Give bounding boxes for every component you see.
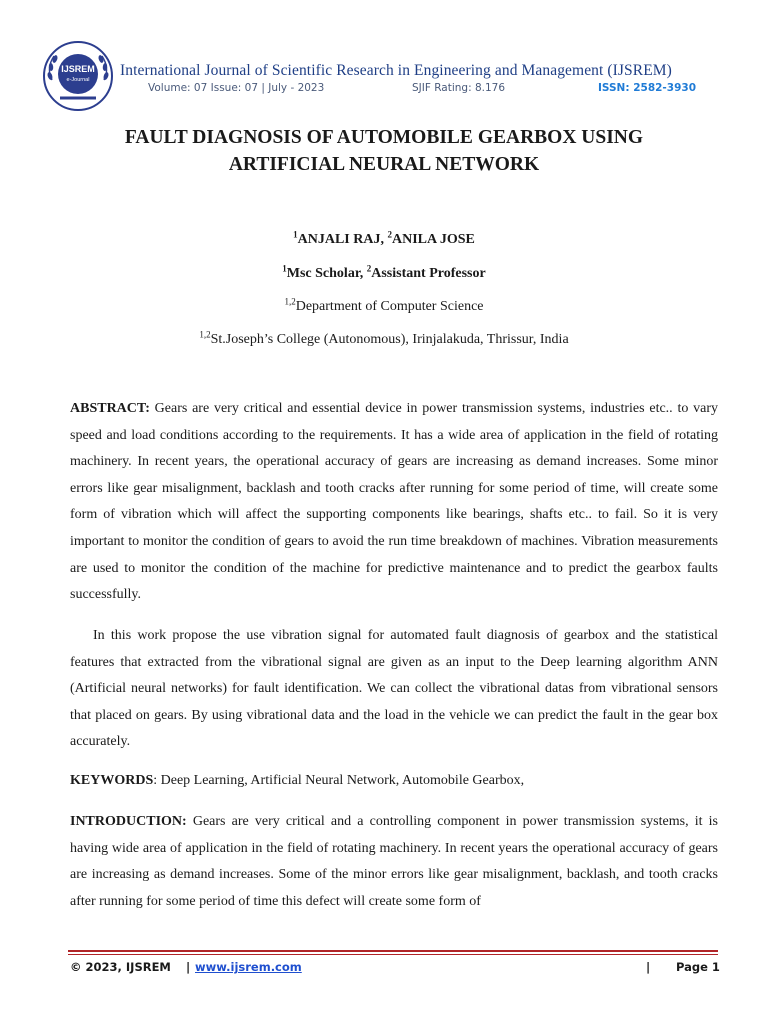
paper-title-line-2: ARTIFICIAL NEURAL NETWORK [228, 154, 540, 175]
college [60, 329, 708, 348]
abstract-text: Gears are very critical and essential device in power transmission systems, industries etc.. to vary speed and load conditions according to the requirements. It has a wide area of application in the field of rotating machinery. In recent years, the operational accuracy of gears are increasing as demand increases. Some minor errors like gear misalignment, backlash and tooth cracks after running for some period of time, will create some form of vibration which will affect the supporting components like bearings, shafts etc.. to fail. So it is very important to monitor the condition of gears to avoid the run time breakdown of machines. Vibration measurements are used to monitor the condition of the machine for predictive maintenance and to predict the gearbox faults successfully. [70, 401, 718, 603]
author-1-sup: 1 [293, 229, 298, 240]
introduction-paragraph [70, 809, 718, 915]
college-sup: 1,2 [199, 329, 211, 340]
department-text: Department of Computer Science [295, 299, 484, 314]
page-number: Page 1 [676, 960, 720, 974]
sjif-rating: SJIF Rating: 8.176 [412, 82, 506, 94]
ijsrem-logo [42, 40, 114, 112]
footer-rule [68, 950, 718, 952]
keywords-text: : Deep Learning, Artificial Neural Network, Automobile Gearbox, [153, 773, 525, 788]
svg-text:IJSREM: IJSREM [61, 64, 95, 74]
introduction-text: Gears are very critical and a controlling component in power transmission systems, it is having wide area of application in the field of rotating machinery. In recent years the operational accuracy of gears are increasing as demand increases. Some of the minor errors like gear misalignment, backlash, and tooth cracks after running for some period of time this defect will create some form of [70, 814, 718, 909]
department [60, 296, 708, 315]
issn: ISSN: 2582-3930 [598, 82, 697, 94]
volume-issue: Volume: 07 Issue: 07 | July - 2023 [148, 82, 325, 94]
authors [60, 229, 708, 248]
footer-copyright: © 2023, IJSREM [70, 960, 171, 974]
footer-separator-2: | [646, 960, 651, 974]
paper-title [60, 124, 708, 178]
paper-title-line-1: FAULT DIAGNOSIS OF AUTOMOBILE GEARBOX USING [124, 127, 644, 148]
abstract-label: ABSTRACT: [70, 401, 150, 416]
author-2-sup: 2 [387, 229, 392, 240]
footer-rule-thin [68, 954, 718, 955]
footer-website-link[interactable]: www.ijsrem.com [195, 960, 302, 974]
role-1-sup: 1 [282, 263, 287, 274]
journal-name: International Journal of Scientific Research in Engineering and Management (IJSREM) [120, 62, 672, 79]
abstract-paragraph [70, 396, 718, 609]
author-2-name: ANILA JOSE [391, 232, 475, 247]
footer-separator: | [186, 960, 191, 974]
role-1: Msc Scholar, [286, 266, 367, 281]
keywords-label: KEYWORDS [70, 773, 154, 788]
role-2: Assistant Professor [371, 266, 486, 281]
author-roles [60, 263, 708, 282]
college-text: St.Joseph’s College (Autonomous), Irinjalakuda, Thrissur, India [210, 332, 569, 347]
author-1-name: ANJALI RAJ, [297, 232, 388, 247]
department-sup: 1,2 [284, 296, 296, 307]
keywords-paragraph [70, 768, 718, 795]
svg-text:e-Journal: e-Journal [66, 77, 90, 83]
role-2-sup: 2 [366, 263, 372, 274]
work-paragraph: In this work propose the use vibration signal for automated fault diagnosis of gearbox and the statistical features that extracted from the vibrational signal are given as an input to the Deep learning algorithm ANN (Artificial neural networks) for fault identification. We can collect the vibrational datas from vibrational sensors that placed on gears. By using vibrational data and the load in the vehicle we can predict the fault in the gear box accurately. [70, 628, 718, 750]
introduction-label: INTRODUCTION: [70, 814, 187, 829]
